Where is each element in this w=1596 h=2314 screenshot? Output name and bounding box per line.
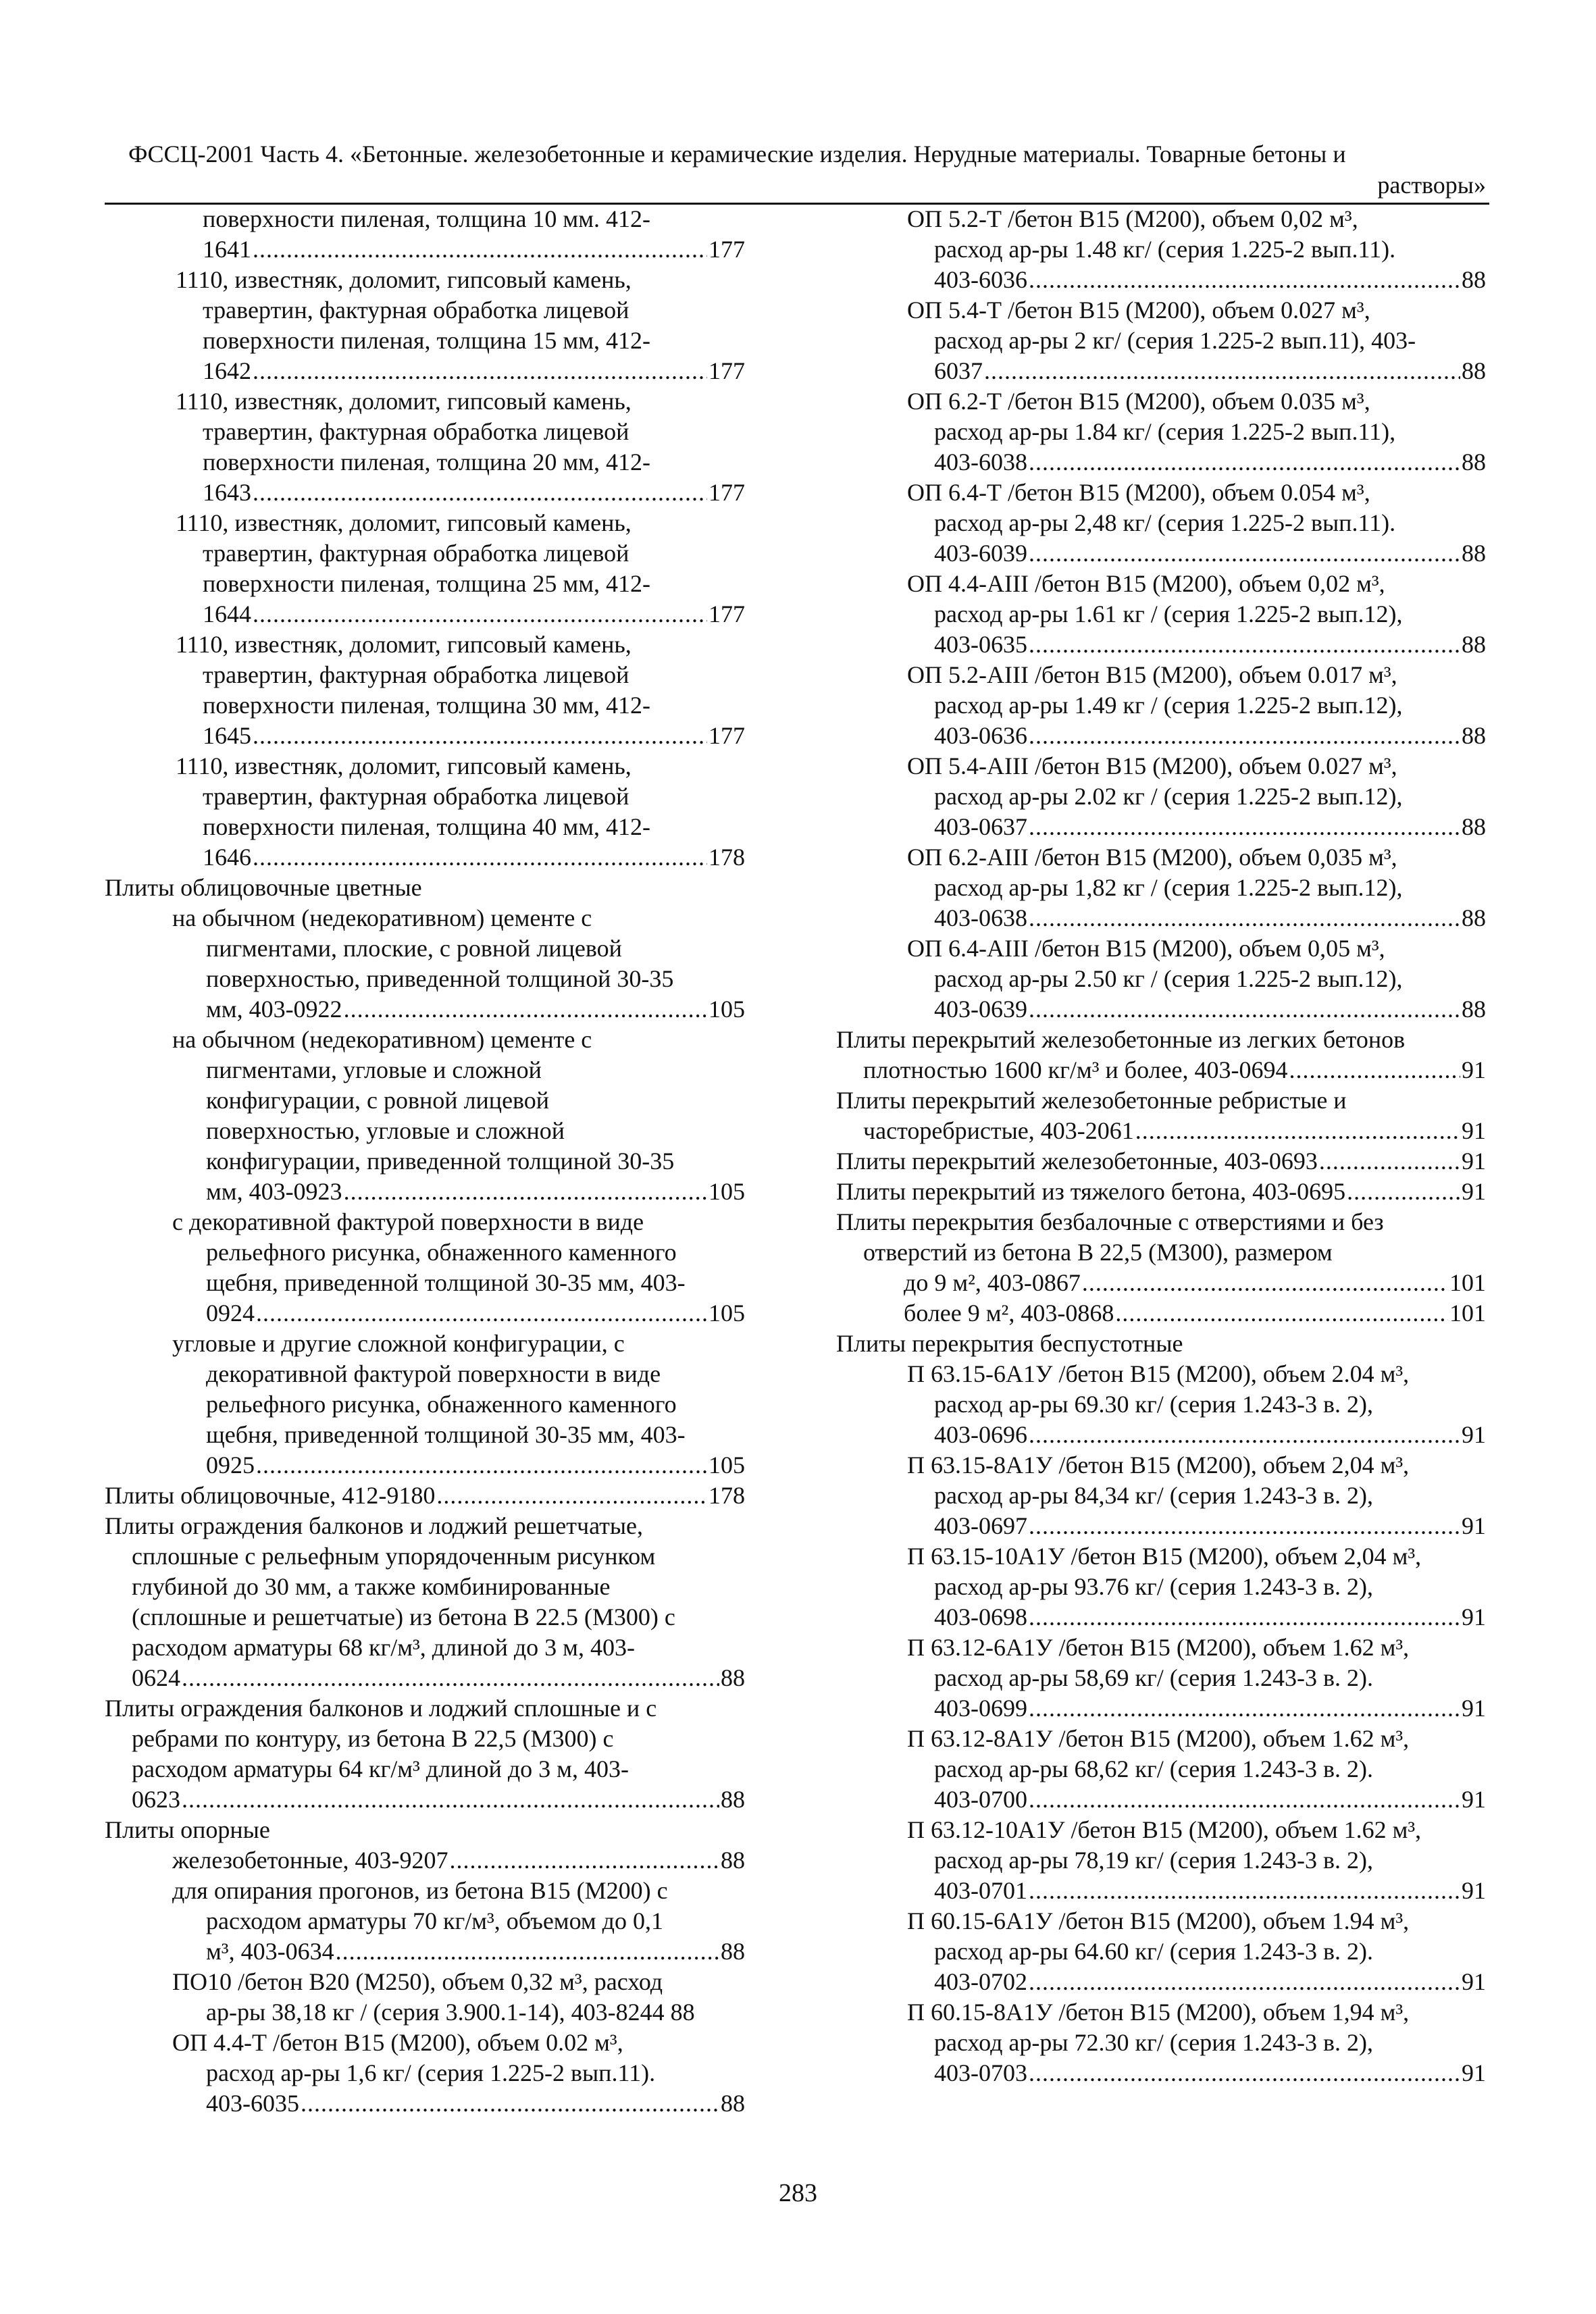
index-page-ref: 91 bbox=[1462, 1148, 1486, 1175]
dot-leader bbox=[253, 234, 707, 265]
index-entry-line: поверхности пиленая, толщина 40 мм, 412- bbox=[203, 813, 650, 840]
index-entry bbox=[105, 386, 745, 508]
index-entry-last-line bbox=[105, 1481, 745, 1511]
index-page-ref: 91 bbox=[1462, 1603, 1486, 1630]
index-entry-line: расход ар-ры 69.30 кг/ (серия 1.243-3 в. 2), bbox=[934, 1391, 1373, 1418]
index-entry-text: 403-0697 bbox=[934, 1512, 1027, 1539]
index-entry bbox=[836, 1207, 1486, 1268]
index-entry bbox=[105, 1511, 745, 1693]
dot-leader bbox=[253, 721, 707, 751]
index-entry bbox=[105, 903, 745, 1025]
index-entry-last-line bbox=[105, 2088, 745, 2119]
index-entry-text: 403-0702 bbox=[934, 1968, 1027, 1995]
index-entry-last-line bbox=[105, 234, 745, 265]
index-entry-line: расход ар-ры 1,6 кг/ (серия 1.225-2 вып.11). bbox=[206, 2059, 656, 2086]
index-page-ref: 177 bbox=[709, 722, 745, 749]
index-entry-line: Плиты облицовочные цветные bbox=[105, 874, 422, 901]
dot-leader bbox=[1319, 1146, 1460, 1177]
header-title-continued: растворы» bbox=[1377, 172, 1486, 199]
index-entry bbox=[836, 1146, 1486, 1177]
index-entry-line: поверхности пиленая, толщина 25 мм, 412- bbox=[203, 570, 650, 597]
index-entry-line: П 63.12-6А1У /бетон В15 (М200), объем 1.62 м³, bbox=[907, 1634, 1410, 1661]
index-entry-last-line bbox=[836, 903, 1486, 933]
index-entry-last-line bbox=[105, 1997, 745, 2028]
index-page-ref: 88 bbox=[721, 1847, 745, 1874]
dot-leader bbox=[1029, 1602, 1460, 1632]
index-entry-text: до 9 м², 403-0867 bbox=[904, 1269, 1081, 1296]
dot-leader bbox=[1289, 1055, 1460, 1085]
index-page-ref: 105 bbox=[709, 1451, 745, 1479]
index-entry bbox=[105, 204, 745, 265]
index-entry-line: 1110, известняк, доломит, гипсовый камень, bbox=[176, 388, 632, 415]
index-entry-text: 403-0696 bbox=[934, 1421, 1027, 1448]
index-entry-line: конфигурации, приведенной толщиной 30-35 bbox=[206, 1148, 675, 1175]
index-entry-line: Плиты ограждения балконов и лоджий решетчатые, bbox=[105, 1512, 644, 1539]
index-entry-last-line bbox=[836, 1784, 1486, 1815]
index-page-ref: 101 bbox=[1449, 1300, 1486, 1327]
dot-leader bbox=[344, 994, 707, 1025]
index-entry bbox=[105, 1845, 745, 1876]
dot-leader bbox=[1029, 994, 1460, 1025]
dot-leader bbox=[1029, 265, 1460, 295]
index-entry-last-line bbox=[836, 1876, 1486, 1906]
index-entry-line: 1110, известняк, доломит, гипсовый камень, bbox=[176, 266, 632, 293]
index-entry-line: пигментами, плоские, с ровной лицевой bbox=[206, 935, 622, 962]
index-entry-last-line bbox=[836, 1146, 1486, 1177]
index-entry-line: Плиты перекрытий железобетонные ребристые и bbox=[836, 1087, 1347, 1114]
index-entry-line: расход ар-ры 72.30 кг/ (серия 1.243-3 в. 2), bbox=[934, 2029, 1373, 2056]
index-entry-last-line bbox=[105, 478, 745, 508]
index-entry bbox=[105, 1967, 745, 2028]
index-page-ref: 88 bbox=[1462, 631, 1486, 658]
index-entry-text: 0623 bbox=[132, 1786, 180, 1813]
index-entry-text: Плиты облицовочные, 412-9180 bbox=[105, 1482, 436, 1509]
index-entry bbox=[836, 1906, 1486, 1997]
index-entry-last-line bbox=[836, 721, 1486, 751]
index-entry-last-line bbox=[105, 1663, 745, 1693]
dot-leader bbox=[182, 1784, 719, 1815]
index-entry-line: на обычном (недекоративном) цементе с bbox=[172, 1026, 592, 1053]
index-entry bbox=[836, 478, 1486, 569]
index-entry-text: м³, 403-0634 bbox=[206, 1938, 334, 1965]
index-page-ref: 91 bbox=[1462, 1178, 1486, 1205]
index-entry-line: поверхности пиленая, толщина 20 мм, 412- bbox=[203, 448, 650, 475]
index-entry-line: с декоративной фактурой поверхности в виде bbox=[172, 1208, 644, 1235]
index-entry-line: ОП 6.2-АIII /бетон В15 (М200), объем 0,035 м³, bbox=[907, 844, 1397, 871]
index-entry bbox=[105, 1693, 745, 1815]
index-page-ref: 88 bbox=[1462, 722, 1486, 749]
index-entry-last-line bbox=[105, 1450, 745, 1481]
index-entry-line: расход ар-ры 2.02 кг / (серия 1.225-2 вып.12), bbox=[934, 783, 1403, 810]
dot-leader bbox=[1029, 721, 1460, 751]
dot-leader bbox=[253, 842, 707, 873]
index-entry bbox=[105, 751, 745, 873]
index-entry-last-line bbox=[836, 1177, 1486, 1207]
index-entry-last-line bbox=[836, 1511, 1486, 1541]
index-entry-line: на обычном (недекоративном) цементе с bbox=[172, 904, 592, 931]
index-entry-line: П 63.15-10А1У /бетон В15 (М200), объем 2,04 м³, bbox=[907, 1543, 1422, 1570]
index-page-ref: 91 bbox=[1462, 1968, 1486, 1995]
index-entry bbox=[836, 1541, 1486, 1632]
index-entry-line: щебня, приведенной толщиной 30-35 мм, 403- bbox=[206, 1269, 686, 1296]
index-entry bbox=[105, 1329, 745, 1481]
index-entry bbox=[836, 1997, 1486, 2088]
index-entry-line: ребрами по контуру, из бетона В 22,5 (М300) с bbox=[132, 1725, 614, 1752]
index-entry-line: травертин, фактурная обработка лицевой bbox=[203, 783, 629, 810]
index-entry bbox=[105, 1207, 745, 1329]
index-page-ref: 88 bbox=[1462, 996, 1486, 1023]
index-page-ref: 177 bbox=[709, 600, 745, 627]
index-entry bbox=[105, 265, 745, 386]
index-entry-line: П 60.15-8А1У /бетон В15 (М200), объем 1,94 м³, bbox=[907, 1999, 1410, 2026]
dot-leader bbox=[256, 1298, 707, 1329]
index-entry-line: угловые и другие сложной конфигурации, с bbox=[172, 1330, 625, 1357]
dot-leader bbox=[1029, 1693, 1460, 1724]
index-page-ref: 178 bbox=[709, 1482, 745, 1509]
index-entry-line: расход ар-ры 1,82 кг / (серия 1.225-2 вып.12), bbox=[934, 874, 1403, 901]
dot-leader bbox=[1029, 629, 1460, 660]
index-entry-line: ОП 5.2-АIII /бетон В15 (М200), объем 0.017 м³, bbox=[907, 661, 1397, 688]
index-entry-text: 403-0638 bbox=[934, 904, 1027, 931]
running-header bbox=[128, 138, 1486, 201]
index-entry bbox=[836, 1025, 1486, 1085]
dot-leader bbox=[253, 356, 707, 386]
index-entry-line: травертин, фактурная обработка лицевой bbox=[203, 418, 629, 445]
index-entry-text: Плиты перекрытий из тяжелого бетона, 403-0695 bbox=[836, 1178, 1346, 1205]
index-entry-last-line bbox=[836, 447, 1486, 478]
index-entry-text: 403-0698 bbox=[934, 1603, 1027, 1630]
index-page-ref: 177 bbox=[709, 236, 745, 263]
index-page-ref: 105 bbox=[709, 996, 745, 1023]
index-entry-line: поверхности пиленая, толщина 30 мм, 412- bbox=[203, 692, 650, 719]
index-entry-last-line bbox=[836, 2058, 1486, 2088]
index-entry-line: поверхности пиленая, толщина 15 мм, 412- bbox=[203, 327, 650, 354]
index-entry-line: расход ар-ры 93.76 кг/ (серия 1.243-3 в. 2), bbox=[934, 1573, 1373, 1600]
index-entry-line: травертин, фактурная обработка лицевой bbox=[203, 297, 629, 324]
dot-leader bbox=[301, 2088, 719, 2119]
index-entry-last-line bbox=[836, 1967, 1486, 1997]
dot-leader bbox=[1029, 538, 1460, 569]
index-entry bbox=[836, 1177, 1486, 1207]
index-page-ref: 88 bbox=[1462, 357, 1486, 384]
index-entry-text: 403-0637 bbox=[934, 813, 1027, 840]
dot-leader bbox=[1029, 903, 1460, 933]
index-entry-line: ПО10 /бетон В20 (М250), объем 0,32 м³, расход bbox=[172, 1968, 663, 1995]
index-entry-line: расход ар-ры 78,19 кг/ (серия 1.243-3 в. 2), bbox=[934, 1847, 1373, 1874]
index-entry bbox=[105, 508, 745, 629]
dot-leader bbox=[1082, 1268, 1448, 1298]
index-entry bbox=[105, 1025, 745, 1207]
index-entry-text: ар-ры 38,18 кг / (серия 3.900.1-14), 403-8244 88 bbox=[206, 1999, 695, 2026]
index-entry-line: ОП 5.4-Т /бетон В15 (М200), объем 0.027 м³, bbox=[907, 297, 1370, 324]
dot-leader bbox=[253, 478, 707, 508]
index-entry-line: поверхностью, угловые и сложной bbox=[206, 1117, 565, 1144]
dot-leader bbox=[1029, 812, 1460, 842]
dot-leader bbox=[256, 1450, 707, 1481]
index-entry-line: 1110, известняк, доломит, гипсовый камень, bbox=[176, 752, 632, 779]
index-entry-line: ОП 4.4-Т /бетон В15 (М200), объем 0.02 м³, bbox=[172, 2029, 623, 2056]
index-entry-last-line bbox=[836, 538, 1486, 569]
index-entry-text: 6037 bbox=[934, 357, 983, 384]
index-entry-last-line bbox=[836, 1693, 1486, 1724]
index-entry bbox=[836, 1724, 1486, 1815]
index-entry bbox=[836, 295, 1486, 386]
index-entry bbox=[836, 569, 1486, 660]
index-page-ref: 88 bbox=[721, 1786, 745, 1813]
index-entry bbox=[836, 386, 1486, 478]
index-entry-last-line bbox=[105, 994, 745, 1025]
index-entry-line: для опирания прогонов, из бетона В15 (М200) с bbox=[172, 1877, 668, 1904]
index-entry-text: 1644 bbox=[203, 600, 251, 627]
dot-leader bbox=[984, 356, 1460, 386]
index-entry bbox=[836, 1268, 1486, 1298]
index-entry-line: расход ар-ры 84,34 кг/ (серия 1.243-3 в. 2), bbox=[934, 1482, 1373, 1509]
dot-leader bbox=[1135, 1116, 1460, 1146]
index-entry-text: плотностью 1600 кг/м³ и более, 403-0694 bbox=[863, 1056, 1288, 1083]
index-entry-line: рельефного рисунка, обнаженного каменного bbox=[206, 1239, 677, 1266]
index-entry-last-line bbox=[105, 1298, 745, 1329]
index-entry-line: травертин, фактурная обработка лицевой bbox=[203, 540, 629, 567]
index-entry-text: 0924 bbox=[206, 1300, 255, 1327]
index-entry-line: ОП 5.2-Т /бетон В15 (М200), объем 0,02 м³, bbox=[907, 205, 1358, 232]
index-entry-text: 403-0635 bbox=[934, 631, 1027, 658]
index-entry bbox=[836, 1359, 1486, 1450]
index-entry-text: Плиты перекрытий железобетонные, 403-0693 bbox=[836, 1148, 1318, 1175]
index-entry-line: Плиты ограждения балконов и лоджий сплошные и с bbox=[105, 1695, 657, 1722]
index-entry bbox=[105, 873, 745, 903]
index-entry-text: железобетонные, 403-9207 bbox=[172, 1847, 448, 1874]
index-entry-text: 1645 bbox=[203, 722, 251, 749]
index-entry-line: поверхности пиленая, толщина 10 мм. 412- bbox=[203, 205, 650, 232]
index-entry-last-line bbox=[836, 1420, 1486, 1450]
index-page-ref: 88 bbox=[1462, 540, 1486, 567]
header-title: ФССЦ-2001 Часть 4. «Бетонные. железобетонные и керамические изделия. Нерудные материалы. Товарные бетоны и bbox=[128, 140, 1346, 168]
index-entry-text: 403-0701 bbox=[934, 1877, 1027, 1904]
index-page-ref: 177 bbox=[709, 357, 745, 384]
dot-leader bbox=[436, 1481, 707, 1511]
index-entry-line: глубиной до 30 мм, а также комбинированные bbox=[132, 1573, 611, 1600]
index-entry-line: поверхностью, приведенной толщиной 30-35 bbox=[206, 965, 674, 992]
index-entry-line: П 63.12-10А1У /бетон В15 (М200), объем 1.62 м³, bbox=[907, 1816, 1422, 1843]
index-entry bbox=[105, 1815, 745, 1845]
index-entry-line: ОП 6.4-АIII /бетон В15 (М200), объем 0,05 м³, bbox=[907, 935, 1385, 962]
index-entry-line: 1110, известняк, доломит, гипсовый камень, bbox=[176, 509, 632, 536]
index-entry-text: 1643 bbox=[203, 479, 251, 506]
index-entry-text: 403-6039 bbox=[934, 540, 1027, 567]
index-entry-text: 403-6038 bbox=[934, 448, 1027, 475]
index-entry-line: отверстий из бетона В 22,5 (М300), размером bbox=[863, 1239, 1333, 1266]
index-entry bbox=[836, 660, 1486, 751]
index-entry-line: щебня, приведенной толщиной 30-35 мм, 403- bbox=[206, 1421, 686, 1448]
index-entry-last-line bbox=[836, 812, 1486, 842]
index-entry-line: Плиты перекрытия беспустотные bbox=[836, 1330, 1183, 1357]
index-entry-line: Плиты перекрытия безбалочные с отверстиями и без bbox=[836, 1208, 1384, 1235]
index-page-ref: 88 bbox=[721, 2090, 745, 2117]
index-entry bbox=[836, 1450, 1486, 1541]
dot-leader bbox=[1029, 2058, 1460, 2088]
index-entry-line: конфигурации, с ровной лицевой bbox=[206, 1087, 550, 1114]
index-entry-text: 403-0700 bbox=[934, 1786, 1027, 1813]
index-entry bbox=[836, 933, 1486, 1025]
index-entry-line: расход ар-ры 2,48 кг/ (серия 1.225-2 вып.11). bbox=[934, 509, 1396, 536]
page-number: 283 bbox=[779, 2179, 817, 2207]
index-entry-text: 1642 bbox=[203, 357, 251, 384]
index-page-ref: 91 bbox=[1462, 2059, 1486, 2086]
index-entry-line: ОП 6.4-Т /бетон В15 (М200), объем 0.054 м³, bbox=[907, 479, 1370, 506]
index-page-ref: 91 bbox=[1462, 1695, 1486, 1722]
index-entry-text: мм, 403-0923 bbox=[206, 1178, 342, 1205]
index-entry-last-line bbox=[105, 842, 745, 873]
dot-leader bbox=[344, 1177, 707, 1207]
index-entry bbox=[836, 751, 1486, 842]
index-page-ref: 91 bbox=[1462, 1786, 1486, 1813]
index-entry-line: декоративной фактурой поверхности в виде bbox=[206, 1360, 661, 1387]
index-entry-text: часторебристые, 403-2061 bbox=[863, 1117, 1134, 1144]
index-page-ref: 177 bbox=[709, 479, 745, 506]
index-entry-text: 0624 bbox=[132, 1664, 180, 1691]
dot-leader bbox=[1347, 1177, 1460, 1207]
index-entry-line: расход ар-ры 1.84 кг/ (серия 1.225-2 вып.11), bbox=[934, 418, 1396, 445]
index-entry-last-line bbox=[836, 1298, 1486, 1329]
index-entry bbox=[836, 1085, 1486, 1146]
index-entry-line: расход ар-ры 2 кг/ (серия 1.225-2 вып.11), 403- bbox=[934, 327, 1416, 354]
index-entry-text: 0925 bbox=[206, 1451, 255, 1479]
index-entry bbox=[105, 1481, 745, 1511]
index-entry-line: П 63.12-8А1У /бетон В15 (М200), объем 1.62 м³, bbox=[907, 1725, 1410, 1752]
dot-leader bbox=[1115, 1298, 1448, 1329]
index-entry-text: 403-0639 bbox=[934, 996, 1027, 1023]
index-entry-last-line bbox=[105, 1936, 745, 1967]
index-entry-line: П 60.15-6А1У /бетон В15 (М200), объем 1.94 м³, bbox=[907, 1907, 1410, 1934]
index-entry-line: травертин, фактурная обработка лицевой bbox=[203, 661, 629, 688]
index-entry-text: 403-0699 bbox=[934, 1695, 1027, 1722]
index-column-left bbox=[105, 204, 745, 2119]
index-entry-text: 403-6035 bbox=[206, 2090, 299, 2117]
index-entry-last-line bbox=[105, 1177, 745, 1207]
dot-leader bbox=[1029, 447, 1460, 478]
dot-leader bbox=[182, 1663, 719, 1693]
index-entry bbox=[105, 629, 745, 751]
index-entry-last-line bbox=[105, 599, 745, 629]
index-page-ref: 178 bbox=[709, 844, 745, 871]
index-entry-line: ОП 4.4-АIII /бетон В15 (М200), объем 0,02 м³, bbox=[907, 570, 1385, 597]
index-entry bbox=[836, 1329, 1486, 1359]
index-entry-line: 1110, известняк, доломит, гипсовый камень, bbox=[176, 631, 632, 658]
index-entry-text: 403-0703 bbox=[934, 2059, 1027, 2086]
index-entry-line: ОП 5.4-АIII /бетон В15 (М200), объем 0.027 м³, bbox=[907, 752, 1397, 779]
index-entry-line: расходом арматуры 70 кг/м³, объемом до 0,1 bbox=[206, 1907, 663, 1934]
index-page-ref: 88 bbox=[1462, 448, 1486, 475]
index-entry-last-line bbox=[836, 629, 1486, 660]
index-entry bbox=[105, 1876, 745, 1967]
dot-leader bbox=[1029, 1784, 1460, 1815]
index-entry-line: (сплошные и решетчатые) из бетона В 22.5 (М300) с bbox=[132, 1603, 675, 1630]
index-entry-last-line bbox=[105, 356, 745, 386]
dot-leader bbox=[450, 1845, 719, 1876]
dot-leader bbox=[1029, 1420, 1460, 1450]
index-entry-line: Плиты опорные bbox=[105, 1816, 270, 1843]
index-entry-line: пигментами, угловые и сложной bbox=[206, 1056, 542, 1083]
index-entry-line: Плиты перекрытий железобетонные из легких бетонов bbox=[836, 1026, 1406, 1053]
index-entry-line: ОП 6.2-Т /бетон В15 (М200), объем 0.035 м³, bbox=[907, 388, 1370, 415]
index-entry-text: мм, 403-0922 bbox=[206, 996, 342, 1023]
dot-leader bbox=[1029, 1967, 1460, 1997]
index-entry-last-line bbox=[836, 1055, 1486, 1085]
index-page-ref: 105 bbox=[709, 1178, 745, 1205]
index-page-ref: 91 bbox=[1462, 1421, 1486, 1448]
index-entry-text: 1641 bbox=[203, 236, 251, 263]
index-page-ref: 88 bbox=[1462, 266, 1486, 293]
index-entry-text: 403-0636 bbox=[934, 722, 1027, 749]
index-entry-last-line bbox=[836, 265, 1486, 295]
index-page-ref: 91 bbox=[1462, 1512, 1486, 1539]
index-page-ref: 88 bbox=[721, 1938, 745, 1965]
dot-leader bbox=[336, 1936, 719, 1967]
index-entry-text: более 9 м², 403-0868 bbox=[904, 1300, 1114, 1327]
dot-leader bbox=[1029, 1876, 1460, 1906]
index-entry-line: расход ар-ры 58,69 кг/ (серия 1.243-3 в. 2). bbox=[934, 1664, 1373, 1691]
index-page-ref: 88 bbox=[1462, 904, 1486, 931]
index-entry-line: сплошные с рельефным упорядоченным рисунком bbox=[132, 1543, 656, 1570]
index-entry bbox=[836, 842, 1486, 933]
dot-leader bbox=[253, 599, 707, 629]
index-entry-line: расход ар-ры 2.50 кг / (серия 1.225-2 вып.12), bbox=[934, 965, 1403, 992]
index-entry-last-line bbox=[836, 994, 1486, 1025]
index-page-ref: 101 bbox=[1449, 1269, 1486, 1296]
index-entry bbox=[105, 2028, 745, 2119]
index-entry-line: расходом арматуры 64 кг/м³ длиной до 3 м, 403- bbox=[132, 1755, 629, 1782]
index-entry-line: расход ар-ры 1.48 кг/ (серия 1.225-2 вып.11). bbox=[934, 236, 1396, 263]
index-page-ref: 91 bbox=[1462, 1056, 1486, 1083]
index-entry-line: П 63.15-6А1У /бетон В15 (М200), объем 2.04 м³, bbox=[907, 1360, 1410, 1387]
index-entry-text: 1646 bbox=[203, 844, 251, 871]
index-column-right bbox=[836, 204, 1486, 2088]
index-entry-text: 403-6036 bbox=[934, 266, 1027, 293]
index-page-ref: 91 bbox=[1462, 1117, 1486, 1144]
index-entry bbox=[836, 1815, 1486, 1906]
index-entry-line: расход ар-ры 64.60 кг/ (серия 1.243-3 в. 2). bbox=[934, 1938, 1373, 1965]
index-entry-last-line bbox=[836, 1268, 1486, 1298]
index-entry-line: расход ар-ры 1.61 кг / (серия 1.225-2 вып.12), bbox=[934, 600, 1403, 627]
index-entry bbox=[836, 1298, 1486, 1329]
index-entry-last-line bbox=[836, 1116, 1486, 1146]
index-page-ref: 88 bbox=[721, 1664, 745, 1691]
index-entry bbox=[836, 204, 1486, 295]
index-entry-line: расход ар-ры 1.49 кг / (серия 1.225-2 вып.12), bbox=[934, 692, 1403, 719]
index-page-ref: 105 bbox=[709, 1300, 745, 1327]
index-entry-line: П 63.15-8А1У /бетон В15 (М200), объем 2,04 м³, bbox=[907, 1451, 1410, 1479]
index-entry-last-line bbox=[105, 721, 745, 751]
index-entry-line: рельефного рисунка, обнаженного каменного bbox=[206, 1391, 677, 1418]
index-entry-last-line bbox=[105, 1845, 745, 1876]
index-entry-line: расходом арматуры 68 кг/м³, длиной до 3 м, 403- bbox=[132, 1634, 635, 1661]
dot-leader bbox=[1029, 1511, 1460, 1541]
index-page-ref: 91 bbox=[1462, 1877, 1486, 1904]
index-entry bbox=[836, 1632, 1486, 1724]
index-entry-last-line bbox=[836, 1602, 1486, 1632]
index-entry-last-line bbox=[105, 1784, 745, 1815]
index-entry-last-line bbox=[836, 356, 1486, 386]
index-entry-line: расход ар-ры 68,62 кг/ (серия 1.243-3 в. 2). bbox=[934, 1755, 1373, 1782]
index-page-ref: 88 bbox=[1462, 813, 1486, 840]
